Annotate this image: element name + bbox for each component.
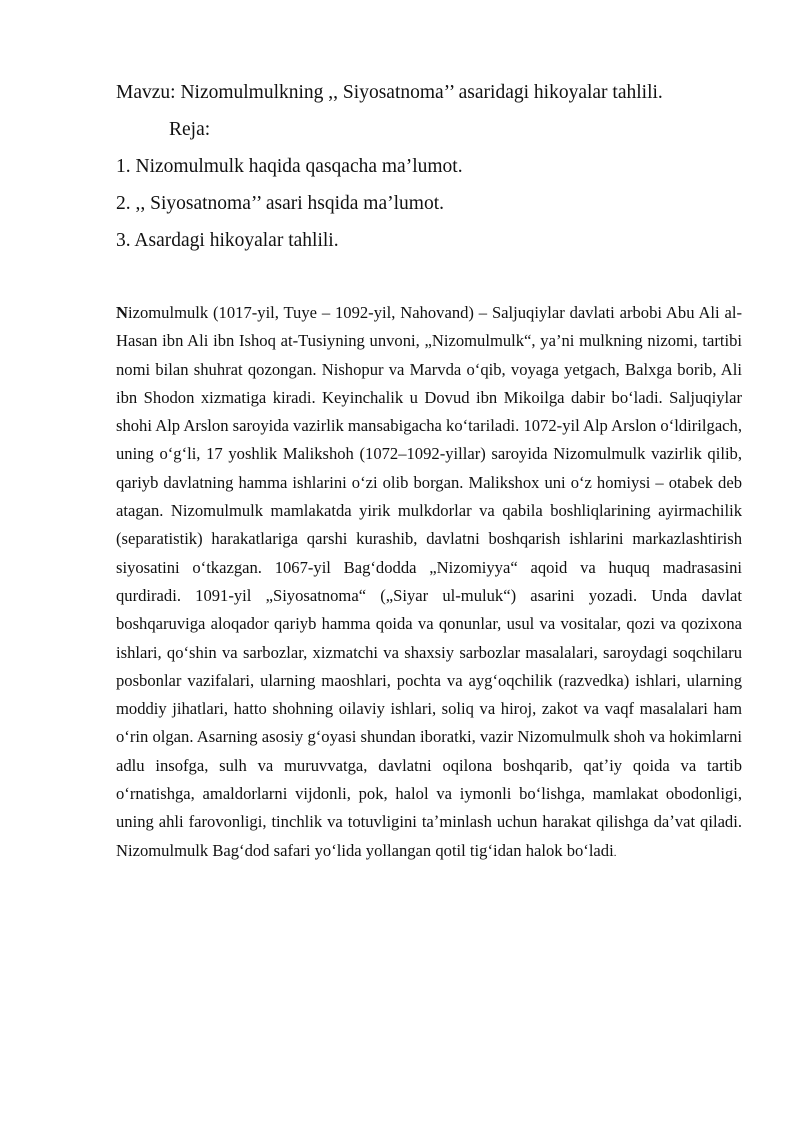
- body-paragraph: [116, 299, 742, 867]
- plan-list: [116, 148, 742, 259]
- plan-item-1: 1. Nizomulmulk haqida qasqacha ma’lumot.: [116, 156, 463, 177]
- paragraph-text: izomulmulk (1017-yil, Tuye – 1092-yil, Nahovand) – Saljuqiylar davlati arbobi Abu Ali al-Hasan ibn Ali ibn Ishoq at-Tusiyning unvoni, „Nizomulmulk“, ya’ni mulkning nizomi, tartibi nomi bilan shuhrat qozongan. Nishopur va Marvda oʻqib, voyaga yetgach, Balxga borib, Ali ibn Shodon xizmatiga kiradi. Keyinchalik u Dovud ibn Mikoilga dabir boʻladi. Saljuqiylar shohi Alp Arslon saroyida vazirlik mansabigacha koʻtariladi. 1072-yil Alp Arslon oʻldirilgach, uning oʻgʻli, 17 yoshlik Malikshoh (1072–1092-yillar) saroyida Nizomulmulk vazirlik qilib, qariyb davlatning hamma ishlarini oʻzi olib borgan. Malikshox uni oʻz homiysi – otabek deb atagan. Nizomulmulk mamlakatda yirik mulkdorlar va qabila boshliqlarining ayirmachilik (separatistik) harakatlariga qarshi kurashib, davlatni boshqarish ishlarini markazlashtirish siyosatini oʻtkazgan. 1067-yil Bagʻdodda „Nizomiyya“ aqoid va huquq madrasasini qurdiradi. 1091-yil „Siyosatnoma“ („Siyar ul-muluk“) asarini yozadi. Unda davlat boshqaruviga aloqador qariyb hamma qoida va qonunlar, usul va vositalar, qozi va qozixona ishlari, qoʻshin va sarbozlar, xizmatchi va shaxsiy sarbozlar masalalari, saroydagi soqchilaru posbonlar vazifalari, ularning maoshlari, pochta va aygʻoqchilik (razvedka) ishlari, ularning moddiy jihatlari, hatto shohning oilaviy ishlari, soliq va hiroj, zakot va vaqf masalalari ham oʻrin olgan. Asarning asosiy gʻoyasi shundan iboratki, vazir Nizomulmulk shoh va hokimlarni adlu insofga, sulh va muruvvatga, davlatni oqilona boshqarib, qatʼiy qoida va tartib oʻrnatishga, amaldorlarni vijdonli, pok, halol va iymonli boʻlishga, mamlakat obodonligi, uning ahli farovonligi, tinchlik va totuvligini taʼminlash uchun harakat qilishga daʼvat qiladi. Nizomulmulk Bagʻdod safari yoʻlida yollangan qotil tigʻidan halok boʻladi: [116, 303, 742, 860]
- document-title: Mavzu: Nizomulmulkning ,, Siyosatnoma’’ asaridagi hikoyalar tahlili.: [116, 82, 663, 103]
- plan-item-3: 3. Asardagi hikoyalar tahlili.: [116, 230, 339, 251]
- paragraph-first-letter: N: [116, 303, 128, 322]
- plan-label: Reja:: [169, 119, 211, 140]
- plan-item-2: 2. ,, Siyosatnoma’’ asari hsqida ma’lumot.: [116, 193, 445, 214]
- paragraph-end-mark: .: [613, 846, 617, 859]
- heading-block: [116, 74, 742, 259]
- document-page: [116, 74, 742, 867]
